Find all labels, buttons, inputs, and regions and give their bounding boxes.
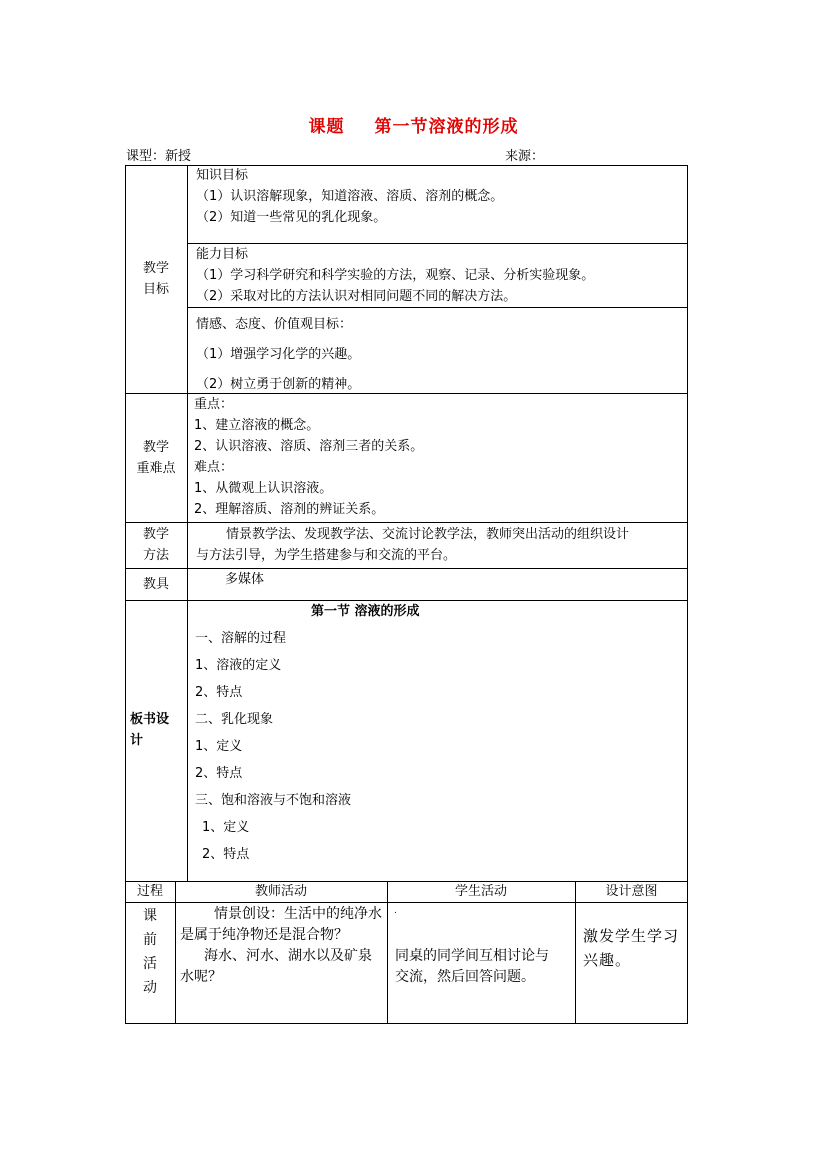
knowledge-objectives: 知识目标 （1）认识溶解现象，知道溶液、溶质、溶剂的概念。 （2）知道一些常见的乳化现象。 [196, 168, 504, 225]
board-label: 板书设 计 [130, 712, 170, 748]
student-dot: . [394, 906, 397, 916]
page-title [0, 112, 827, 137]
header-intent: 设计意图 [605, 884, 658, 899]
tools-label: 教具 [142, 577, 169, 592]
objectives-label: 教学 目标 [142, 261, 169, 297]
emotion-objectives: 情感、态度、价值观目标： （1）增强学习化学的兴趣。 （2）树立勇于创新的精神。 [196, 317, 361, 392]
keypoints-content: 重点： 1、建立溶液的概念。 2、认识溶液、溶质、溶剂三者的关系。 难点： 1、从微观上认识溶液。 2、理解溶质、溶剂的辨证关系。 [194, 397, 424, 517]
keypoints-label: 教学 重难点 [136, 440, 176, 476]
tools-value: 多媒体 [225, 572, 265, 587]
method-label: 教学 方法 [142, 527, 169, 563]
source-label: 来源： [505, 149, 545, 164]
course-type: 课型：新授 [126, 149, 192, 164]
design-intent: 激发学生学习 兴趣。 [583, 927, 680, 969]
title-main: 第一节溶液的形成 [374, 117, 519, 137]
student-activity: 同桌的同学间互相讨论与 交流，然后回答问题。 [395, 948, 549, 985]
header-student: 学生活动 [454, 884, 507, 899]
title-prefix: 课题 [308, 117, 345, 137]
board-heading: 第一节 溶液的形成 [311, 604, 420, 619]
teacher-activity: 情景创设：生活中的纯净水 是属于纯净物还是混合物？ 海水、河水、湖水以及矿泉 水呢？ [180, 906, 382, 985]
method-content: 情景教学法、发现教学法、交流讨论教学法，教师突出活动的组织设计 与方法引导，为学生搭建参与和交流的平台。 [196, 527, 630, 563]
header-teacher: 教师活动 [254, 884, 307, 899]
header-stage: 过程 [136, 884, 163, 899]
stage-cell: 课 前 活 动 [143, 908, 157, 996]
ability-objectives: 能力目标 （1）学习科学研究和科学实验的方法，观察、记录、分析实验现象。 （2）采取对比的方法认识对相同问题不同的解决方法。 [196, 247, 595, 304]
board-outline: 一、溶解的过程 1、溶液的定义 2、特点 二、乳化现象 1、定义 2、特点 三、饱和溶液与不饱和溶液 1、定义 2、特点 [195, 631, 352, 862]
